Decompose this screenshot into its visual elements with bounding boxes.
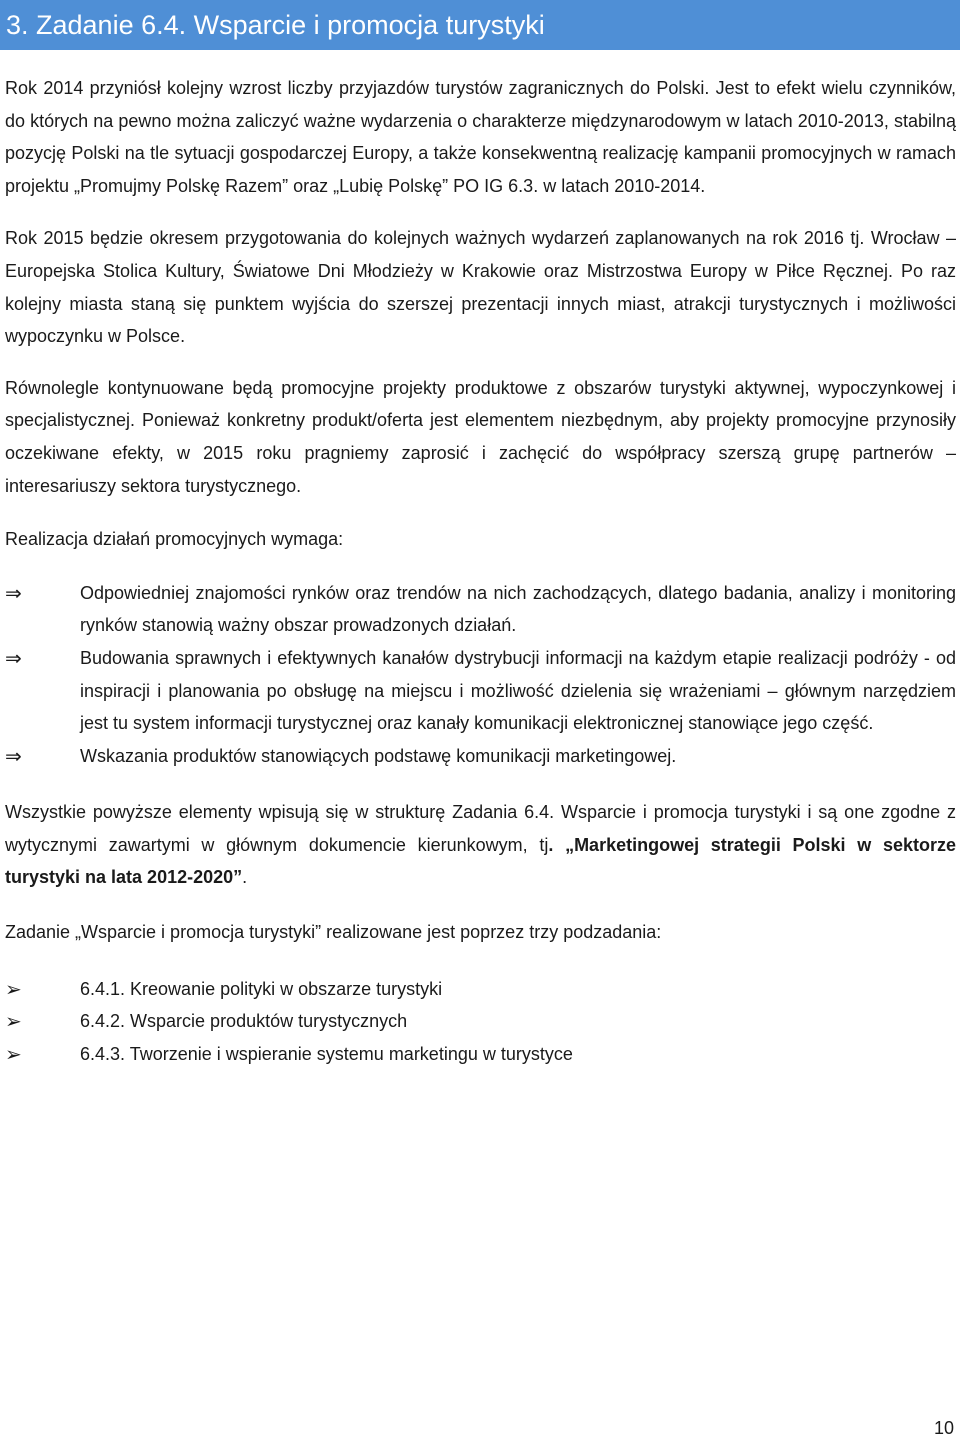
paragraph-subtasks-intro: Zadanie „Wsparcie i promocja turystyki” realizowane jest poprzez trzy podzadania: (5, 922, 662, 943)
paragraph-requirements-intro: Realizacja działań promocyjnych wymaga: (5, 529, 344, 550)
arrowhead-bullet-icon: ➢ (5, 1041, 22, 1066)
paragraph-tourist-arrivals: Rok 2014 przyniósł kolejny wzrost liczby przyjazdów turystów zagranicznych do Polski. Jest to efekt wielu czynników, do których na pewno można zaliczyć ważne wydarzenia o charakterze międzynarodowym w latach 2010-2013, stabilną pozycję Polski na tle sytuacji gospodarczej Europy, a także konsekwentną realizację kampanii promocyjnych w ramach projektu „Promujmy Polskę Razem” oraz „Lubię Polskę” PO IG 6.3. w latach 2010-2014. (5, 78, 956, 196)
list-item (5, 577, 956, 642)
list-item-text: 6.4.3. Tworzenie i wspieranie systemu marketingu w turystyce (80, 1043, 573, 1064)
double-arrow-icon: ⇒ (5, 580, 22, 605)
paragraph-2015-preparation: Rok 2015 będzie okresem przygotowania do kolejnych ważnych wydarzeń zaplanowanych na rok 2016 tj. Wrocław – Europejska Stolica Kultury, Światowe Dni Młodzieży w Krakowie oraz Mistrzostwa Europy w Piłce Ręcznej. Po raz kolejny miasta staną się punktem wyjścia do szerszej prezentacji innych miast, atrakcji turystycznych i możliwości wypoczynku w Polsce. (5, 228, 956, 347)
arrowhead-bullet-icon: ➢ (5, 976, 22, 1001)
strategy-document-title: . „Marketingowej strategii Polski w sektorze turystyki na lata 2012-2020” (5, 834, 956, 888)
requirements-list (5, 577, 956, 773)
double-arrow-icon: ⇒ (5, 743, 22, 768)
list-item-text: Odpowiedniej znajomości rynków oraz trendów na nich zachodzących, dlatego badania, analizy i monitoring rynków stanowią ważny obszar prowadzonych działań. (80, 582, 956, 636)
list-item (5, 1005, 956, 1038)
arrowhead-bullet-icon: ➢ (5, 1009, 22, 1034)
strategy-text-start: Wszystkie powyższe elementy wpisują się w strukturę Zadania 6.4. Wsparcie i promocja turystyki i są one zgodne z wytycznymi zawartymi w głównym dokumencie kierunkowym, tj (5, 802, 956, 855)
section-heading-bar (0, 0, 960, 50)
list-item-text: 6.4.2. Wsparcie produktów turystycznych (80, 1011, 408, 1032)
list-item-text: 6.4.1. Kreowanie polityki w obszarze turystyki (80, 978, 443, 999)
strategy-text-end: . (242, 867, 248, 888)
list-item (5, 642, 956, 740)
section-heading-title: 3. Zadanie 6.4. Wsparcie i promocja turystyki (6, 10, 545, 40)
list-item-text: Wskazania produktów stanowiących podstawę komunikacji marketingowej. (80, 745, 677, 766)
subtasks-list (5, 973, 956, 1071)
double-arrow-icon: ⇒ (5, 645, 22, 670)
paragraph-product-projects: Równolegle kontynuowane będą promocyjne projekty produktowe z obszarów turystyki aktywnej, wypoczynkowej i specjalistycznej. Ponieważ konkretny produkt/oferta jest elementem niezbędnym, aby projekty promocyjne przynosiły oczekiwane efekty, w 2015 roku pragniemy zaprosić i zachęcić do współpracy szerszą grupę partnerów – interesariuszy sektora turystycznego. (5, 377, 956, 496)
paragraph-strategy-reference (5, 796, 956, 894)
list-item (5, 973, 956, 1006)
list-item (5, 1038, 956, 1071)
page-number: 10 (933, 1418, 954, 1438)
document-body (5, 72, 956, 1070)
list-item-text: Budowania sprawnych i efektywnych kanałów dystrybucji informacji na każdym etapie realizacji podróży - od inspiracji i planowania po obsługę na miejscu i możliwość dzielenia się wrażeniami – głównym narzędziem jest tu system informacji turystycznej oraz kanały komunikacji elektronicznej stanowiące jego część. (80, 647, 956, 734)
list-item (5, 740, 956, 773)
